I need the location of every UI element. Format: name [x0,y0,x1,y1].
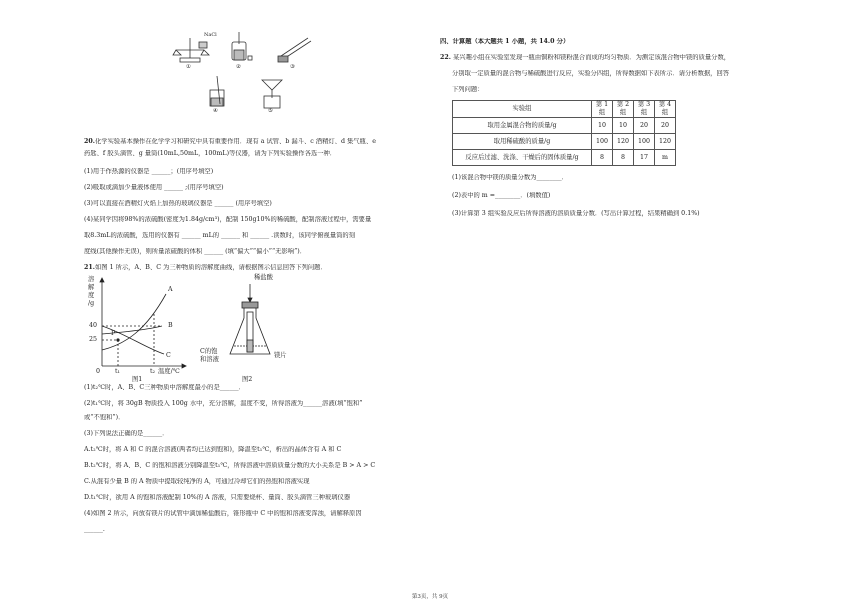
table-row [453,134,676,150]
table-cell: 120 [655,134,676,150]
apparatus-fig2 [220,276,280,376]
apparatus-figure [170,28,320,120]
curve-label-b: B [168,322,173,329]
x-axis-label: 温度/℃ [158,368,180,375]
q20-number: 20. [84,138,95,145]
table-row [453,150,676,166]
q21-number: 21. [84,264,95,271]
table-header-row [453,101,676,118]
q22-intro-1: 某兴趣小组在实验室发现一瓶由铜粉和镁粉混合而成的均匀物质．为测定该混合物中镁的质量分数， [452,54,731,61]
q22-sub-1: (1)该混合物中镁的质量分数为________． [452,174,568,181]
data-table [452,100,676,166]
q21-sub-1: (1)t₂℃时，A、B、C三种物质中溶解度最小的是______． [84,384,245,391]
table-header-cell: 第 3 组 [634,101,655,118]
y-tick-25: 25 [89,336,98,343]
x-tick-t1: t₁ [115,368,121,375]
q22-intro-3: 下列问题： [452,86,484,93]
q20-line-1 [84,138,422,146]
y-tick-40: 40 [89,322,98,329]
page-footer: 第3页，共 9页 [411,594,449,600]
q20-sub-3: (3)可以直接在酒精灯火焰上加热的玻璃仪器是 ______ (用序号填空) [84,200,272,207]
curve-label-a: A [168,286,173,293]
q20-line-2: 药匙、f 胶头滴管、g 量筒(10mL,50mL，100mL)等仪器，请为下列实验操作各选一种． [84,150,337,157]
q21-figures [84,272,422,384]
table-cell: 100 [634,134,655,150]
curve-a [102,294,166,350]
left-column [84,138,422,534]
q21-line-1 [84,264,422,272]
apparatus-label-5: ⑤ [268,108,273,114]
fig2-left-label-2: 和溶液 [200,356,219,363]
q21-sub-4b: ______. [84,526,105,533]
table-header-cell: 实验组 [453,101,592,118]
q22-number: 22. [440,54,451,61]
q22-sub-3: (3)计算第 3 组实验反应后所得溶液的溶质质量分数．(写出计算过程，结果精确到 0.1%) [452,210,700,217]
curve-label-c: C [166,352,171,359]
q22-sub-2: (2)表中的 m =________．(填数值) [452,192,551,199]
apparatus-drawing [170,28,320,120]
point-label-p: P [111,330,116,337]
table-cell: 取用稀硫酸的质量/g [453,134,592,150]
table-cell: m [655,150,676,166]
x-tick-t2: t₂ [150,368,156,375]
q22-intro-2: 分别取一定质量的混合物与稀硫酸进行反应，实验分四组，所得数据如下表所示．请分析数据，回答 [452,70,730,77]
table-cell: 20 [655,118,676,134]
y-label-2: 解 [88,284,95,291]
q20-sub-1: (1)用于作热源的仪器是 ______；(用序号填空) [84,168,214,175]
q21-intro: 如图 1 所示，A、B、C 为三种物质的溶解度曲线，请根据图示信息回答下列问题． [94,264,327,271]
table-cell: 120 [613,134,634,150]
section-heading: 四、计算题（本大题共 1 小题，共 14.0 分） [440,38,570,45]
q21-sub-3: (3)下列说法正确的是______． [84,430,169,437]
fig2-left-label-1: C的饱 [200,348,218,355]
apparatus-label-4: ④ [213,108,218,114]
q21-sub-2b: 或“不饱和”)． [84,414,125,421]
q20-sub-2: (2)吸取或滴加少量液体使用 ______ ;(用序号填空) [84,184,224,191]
table-cell: 100 [592,134,613,150]
point-p [116,338,119,341]
y-label-1: 溶 [88,276,95,283]
apparatus-label-1: ① [186,64,191,70]
fig2-reagent: 稀盐酸 [254,274,273,281]
fig2-caption: 图2 [242,376,253,383]
table-header-cell: 第 1 组 [592,101,613,118]
table-header-cell: 第 4 组 [655,101,676,118]
q21-option-a: A.t₂℃时，将 A 和 C 的混合溶液(两者均已达到饱和)，降温至t₁℃，析出的晶体含有 A 和 C [84,446,342,453]
right-column [440,38,778,218]
table-cell: 10 [592,118,613,134]
q21-sub-4: (4)如图 2 所示，向放有镁片的试管中滴加稀盐酸后，锥形瓶中 C 中的饱和溶液变浑浊，请解释原因 [84,510,362,517]
q21-option-c: C.从混有少量 B 的 A 物质中提取较纯净的 A，可通过冷却它们的热饱和溶液实现 [84,478,310,485]
table-cell: 17 [634,150,655,166]
apparatus-label-3: ③ [290,64,295,70]
y-label-3: 度 [88,292,95,299]
table-cell: 8 [613,150,634,166]
q20-sub-4: (4)某同学因将98%的浓硫酸(密度为1.84g/cm³)，配制 150g10%的稀硫酸，配制溶液过程中，需要量 [84,216,372,223]
y-label-4: /g [88,300,95,307]
q20-sub-4c: 度线(其他操作无误)，则所量浓硫酸的体积 ______ (填“偏大”“偏小”“无影响”)． [84,248,307,255]
q21-option-d: D.t₁℃时，欲用 A 的饱和溶液配制 10%的 A 溶液，只需要烧杯、量筒、胶头滴管三种玻璃仪器 [84,494,351,501]
table-cell: 取用金属混合物的质量/g [453,118,592,134]
table-cell: 10 [613,118,634,134]
q21-option-b: B.t₂℃时，将 A、B、C 的饱和溶液分别降温至t₁℃，所得溶液中溶质质量分数的大小关系是 B > A > C [84,462,376,469]
q22-line-1 [440,54,778,62]
table-cell: 20 [634,118,655,134]
table-cell: 反应后过滤、洗涤、干燥后的固体质量/g [453,150,592,166]
q21-sub-2: (2)t₁℃时，将 30gB 物质投入 100g 水中，充分溶解，温度不变，所得溶液为______溶液(填“饱和” [84,400,363,407]
x-tick-0: 0 [96,368,101,375]
table-row [453,118,676,134]
solubility-graph [86,274,196,382]
fig2-right-label: 镁片 [274,352,287,359]
table-cell: 8 [592,150,613,166]
fig1-caption: 图1 [132,376,143,383]
q20-text-1: 化学实验基本操作在化学学习和研究中具有重要作用．现有 a 试管、b 漏斗、c 酒精灯、d 集气瓶、e [94,138,376,145]
table-header-cell: 第 2 组 [613,101,634,118]
q20-sub-4b: 取8.3mL的浓硫酸，选用的仪器有 ______ mL的 ______ 和 ______ .读数时，该同学俯视量筒的刻 [84,232,356,239]
apparatus-label-2: ② [236,64,241,70]
reagent-label: NaCl [204,32,217,38]
